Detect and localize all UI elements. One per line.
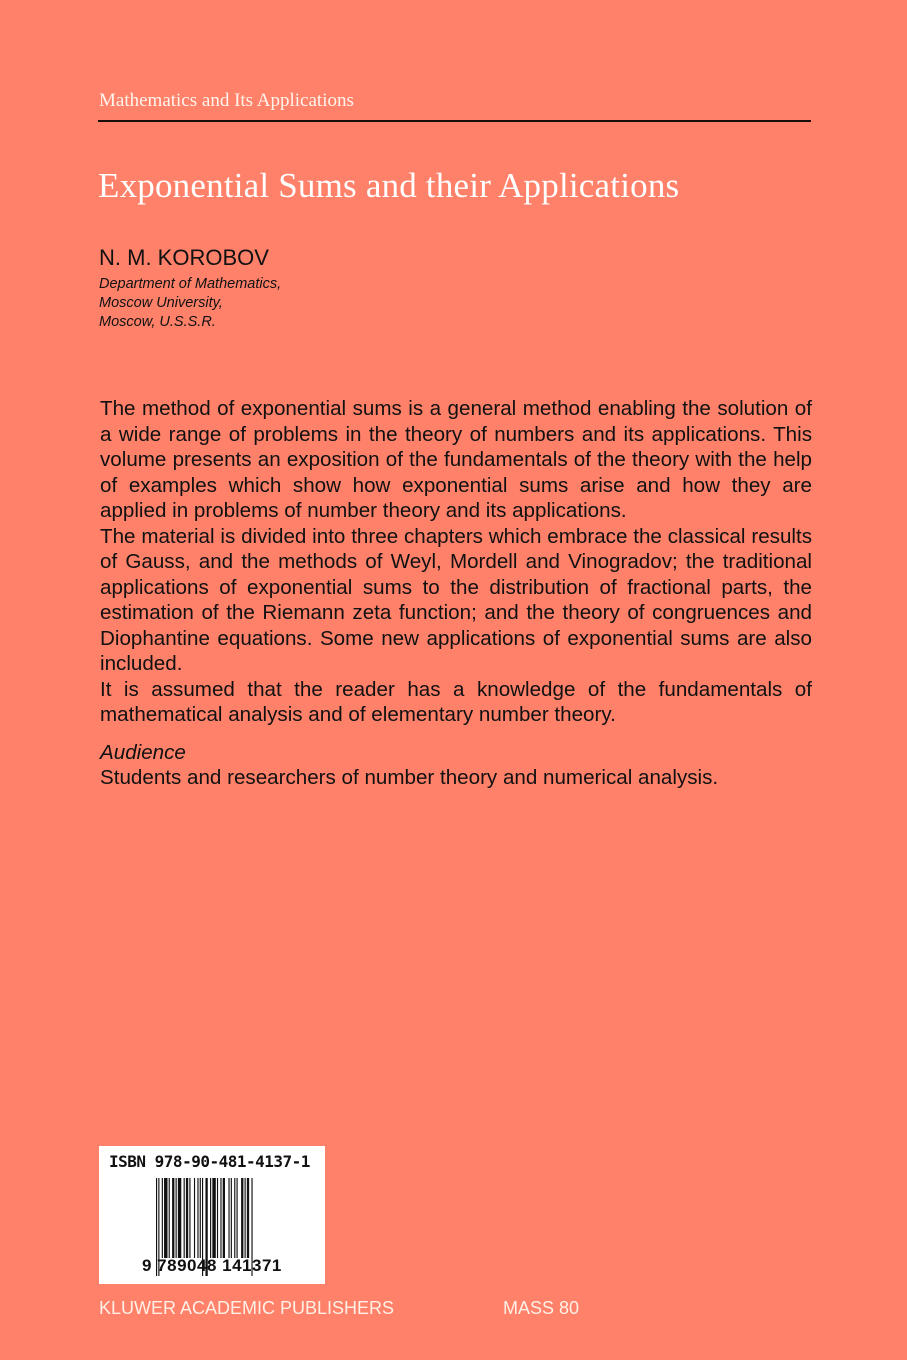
barcode-bar: [194, 1178, 195, 1258]
volume-number: MASS 80: [503, 1298, 580, 1318]
author-name: N. M. KOROBOV: [99, 245, 269, 270]
barcode-bar: [231, 1178, 232, 1258]
isbn-barcode: [99, 1146, 325, 1284]
barcode-bar: [247, 1178, 249, 1258]
audience-text: Students and researchers of number theory and numerical analysis.: [100, 766, 719, 789]
barcode-bar: [176, 1178, 177, 1258]
book-title: Exponential Sums and their Applications: [98, 166, 680, 205]
barcode-bar: [228, 1178, 229, 1258]
affiliation-line: Department of Mathematics,: [99, 276, 282, 292]
isbn-label: ISBN 978-90-481-4137-1: [109, 1152, 310, 1171]
barcode-bar: [169, 1178, 170, 1258]
barcode-bar: [220, 1178, 221, 1258]
author-affiliation: [99, 275, 281, 332]
barcode-bar: [172, 1178, 174, 1258]
barcode-bar: [217, 1178, 218, 1258]
barcode-bar: [164, 1178, 167, 1258]
barcode-bar: [212, 1178, 215, 1258]
barcode-digits: 9 789048 141371: [142, 1256, 282, 1275]
barcode-bar: [241, 1178, 243, 1258]
book-description: [100, 396, 812, 791]
barcode-bar: [245, 1178, 246, 1258]
barcode-bar: [223, 1178, 225, 1258]
publisher-name: KLUWER ACADEMIC PUBLISHERS: [99, 1298, 395, 1318]
barcode-bar: [184, 1178, 185, 1258]
barcode-bar: [234, 1178, 235, 1258]
series-name: Mathematics and Its Applications: [99, 90, 354, 111]
barcode-bar: [178, 1178, 181, 1258]
barcode-bar: [186, 1178, 188, 1258]
header-rule: [98, 120, 811, 122]
affiliation-line: Moscow, U.S.S.R.: [99, 314, 216, 330]
barcode-bar: [200, 1178, 201, 1258]
barcode-bar: [237, 1178, 238, 1258]
barcode-bar: [197, 1178, 198, 1258]
description-paragraph: The method of exponential sums is a general method enabling the solution of a wide range of problems in the theory of numbers and its applications. This volume presents an exposition of the fundamentals of the theory with the help of examples which show how exponential sums arise and how they are applied in problems of number theory and its applications.: [100, 397, 812, 522]
barcode-bar: [189, 1178, 190, 1258]
barcode-bar: [210, 1178, 211, 1258]
description-paragraph: It is assumed that the reader has a knowledge of the fundamentals of mathematical analysis and of elementary number theory.: [100, 677, 812, 726]
audience-heading: Audience: [100, 740, 186, 764]
description-paragraph: The material is divided into three chapters which embrace the classical results of Gauss, and the methods of Weyl, Mordell and Vinogradov; the traditional applications of exponential sums to the distribution of fractional parts, the estimation of the Riemann zeta function; and the theory of congruences and Diophantine equations. Some new applications of exponential sums are also included.: [100, 524, 812, 675]
affiliation-line: Moscow University,: [99, 295, 223, 311]
barcode-bar: [162, 1178, 163, 1258]
